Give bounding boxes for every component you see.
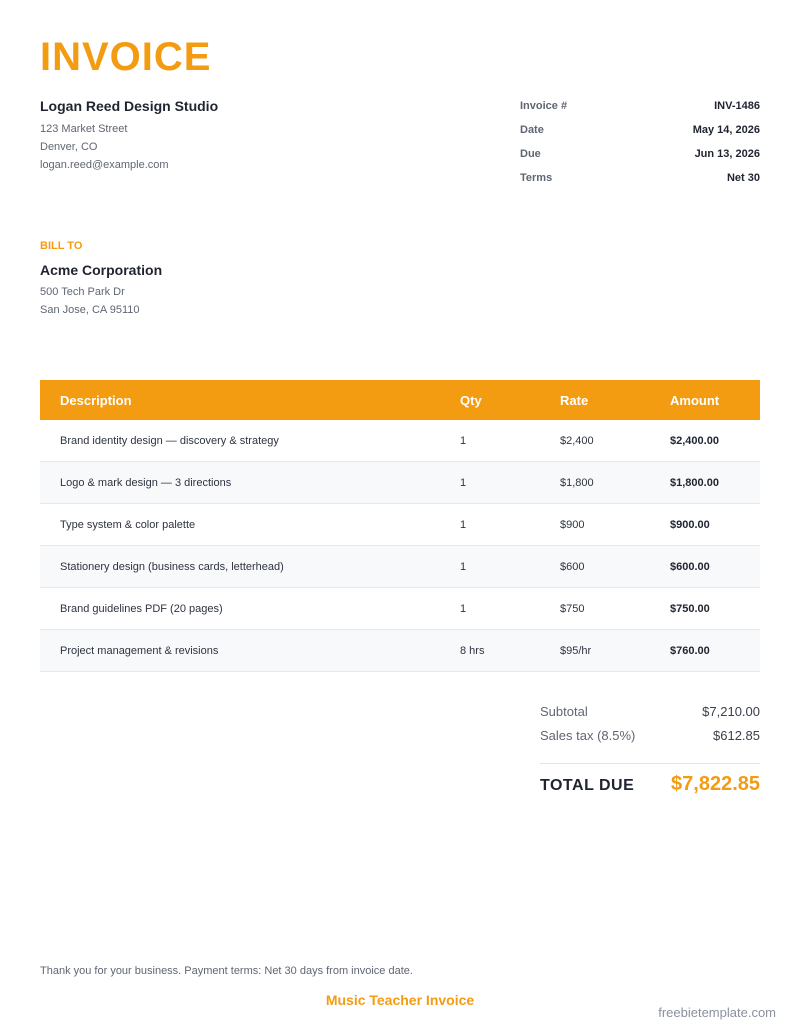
cell-description: Project management & revisions bbox=[60, 644, 219, 657]
meta-row-terms bbox=[520, 171, 760, 195]
meta-value: Net 30 bbox=[726, 172, 760, 184]
header-qty: Qty bbox=[460, 392, 482, 408]
cell-amount: $600.00 bbox=[670, 560, 710, 573]
cell-description: Stationery design (business cards, letterhead) bbox=[60, 560, 284, 573]
table-row bbox=[40, 630, 760, 672]
table-row bbox=[40, 546, 760, 588]
cell-description: Logo & mark design — 3 directions bbox=[60, 476, 232, 489]
meta-value: Jun 13, 2026 bbox=[694, 148, 760, 160]
footer-title: Music Teacher Invoice bbox=[325, 992, 475, 1008]
cell-qty: 1 bbox=[460, 476, 467, 489]
cell-description: Brand identity design — discovery & strategy bbox=[60, 434, 279, 447]
total-due-value: $7,822.85 bbox=[671, 773, 760, 795]
invoice-title: INVOICE bbox=[40, 35, 212, 79]
cell-rate: $1,800 bbox=[560, 476, 594, 489]
tax-value: $612.85 bbox=[713, 728, 760, 743]
cell-amount: $750.00 bbox=[670, 602, 710, 615]
cell-qty: 8 hrs bbox=[460, 644, 485, 657]
cell-amount: $900.00 bbox=[670, 518, 710, 531]
cell-amount: $2,400.00 bbox=[670, 434, 719, 447]
sender-address-line2: Denver, CO bbox=[40, 141, 98, 153]
thank-you-note: Thank you for your business. Payment terms: Net 30 days from invoice date. bbox=[40, 965, 413, 977]
cell-amount: $1,800.00 bbox=[670, 476, 719, 489]
total-due-label: TOTAL DUE bbox=[540, 777, 635, 794]
invoice-meta bbox=[520, 99, 760, 195]
cell-qty: 1 bbox=[460, 560, 467, 573]
total-due-row bbox=[540, 773, 760, 796]
header-rate: Rate bbox=[560, 392, 589, 408]
meta-label: Due bbox=[520, 148, 541, 160]
bill-to-label: BILL TO bbox=[40, 240, 83, 252]
table-row bbox=[40, 420, 760, 462]
header-amount: Amount bbox=[670, 392, 720, 408]
client-address-line2: San Jose, CA 95110 bbox=[40, 304, 140, 316]
cell-rate: $600 bbox=[560, 560, 585, 573]
cell-rate: $95/hr bbox=[560, 644, 592, 657]
meta-label: Date bbox=[520, 124, 544, 136]
meta-row-due bbox=[520, 147, 760, 171]
cell-rate: $750 bbox=[560, 602, 585, 615]
subtotal-label: Subtotal bbox=[540, 704, 588, 719]
totals-block bbox=[540, 704, 760, 796]
cell-qty: 1 bbox=[460, 518, 467, 531]
tax-row bbox=[540, 728, 760, 752]
cell-qty: 1 bbox=[460, 602, 467, 615]
meta-value: INV-1486 bbox=[714, 100, 760, 112]
subtotal-row bbox=[540, 704, 760, 728]
sender-name: Logan Reed Design Studio bbox=[40, 98, 219, 114]
cell-rate: $2,400 bbox=[560, 434, 594, 447]
sender-block bbox=[40, 97, 218, 174]
cell-amount: $760.00 bbox=[670, 644, 710, 657]
meta-row-invoice-number bbox=[520, 99, 760, 123]
meta-row-date bbox=[520, 123, 760, 147]
totals-divider bbox=[540, 763, 760, 764]
meta-value: May 14, 2026 bbox=[692, 124, 760, 136]
cell-description: Type system & color palette bbox=[60, 518, 196, 531]
cell-description: Brand guidelines PDF (20 pages) bbox=[60, 602, 223, 615]
meta-label: Terms bbox=[520, 172, 553, 184]
sender-address-line1: 123 Market Street bbox=[40, 123, 128, 135]
watermark: freebietemplate.com bbox=[658, 1005, 776, 1020]
table-row bbox=[40, 462, 760, 504]
header-description: Description bbox=[60, 392, 132, 408]
table-row bbox=[40, 504, 760, 546]
subtotal-value: $7,210.00 bbox=[702, 704, 760, 719]
sender-email: logan.reed@example.com bbox=[40, 159, 169, 171]
line-items-table bbox=[40, 380, 760, 672]
tax-label: Sales tax (8.5%) bbox=[540, 728, 636, 743]
cell-qty: 1 bbox=[460, 434, 467, 447]
table-row bbox=[40, 588, 760, 630]
client-name: Acme Corporation bbox=[40, 262, 163, 278]
bill-to-block bbox=[40, 239, 162, 319]
meta-label: Invoice # bbox=[520, 100, 568, 112]
table-header bbox=[40, 380, 760, 420]
client-address-line1: 500 Tech Park Dr bbox=[40, 286, 125, 298]
cell-rate: $900 bbox=[560, 518, 585, 531]
